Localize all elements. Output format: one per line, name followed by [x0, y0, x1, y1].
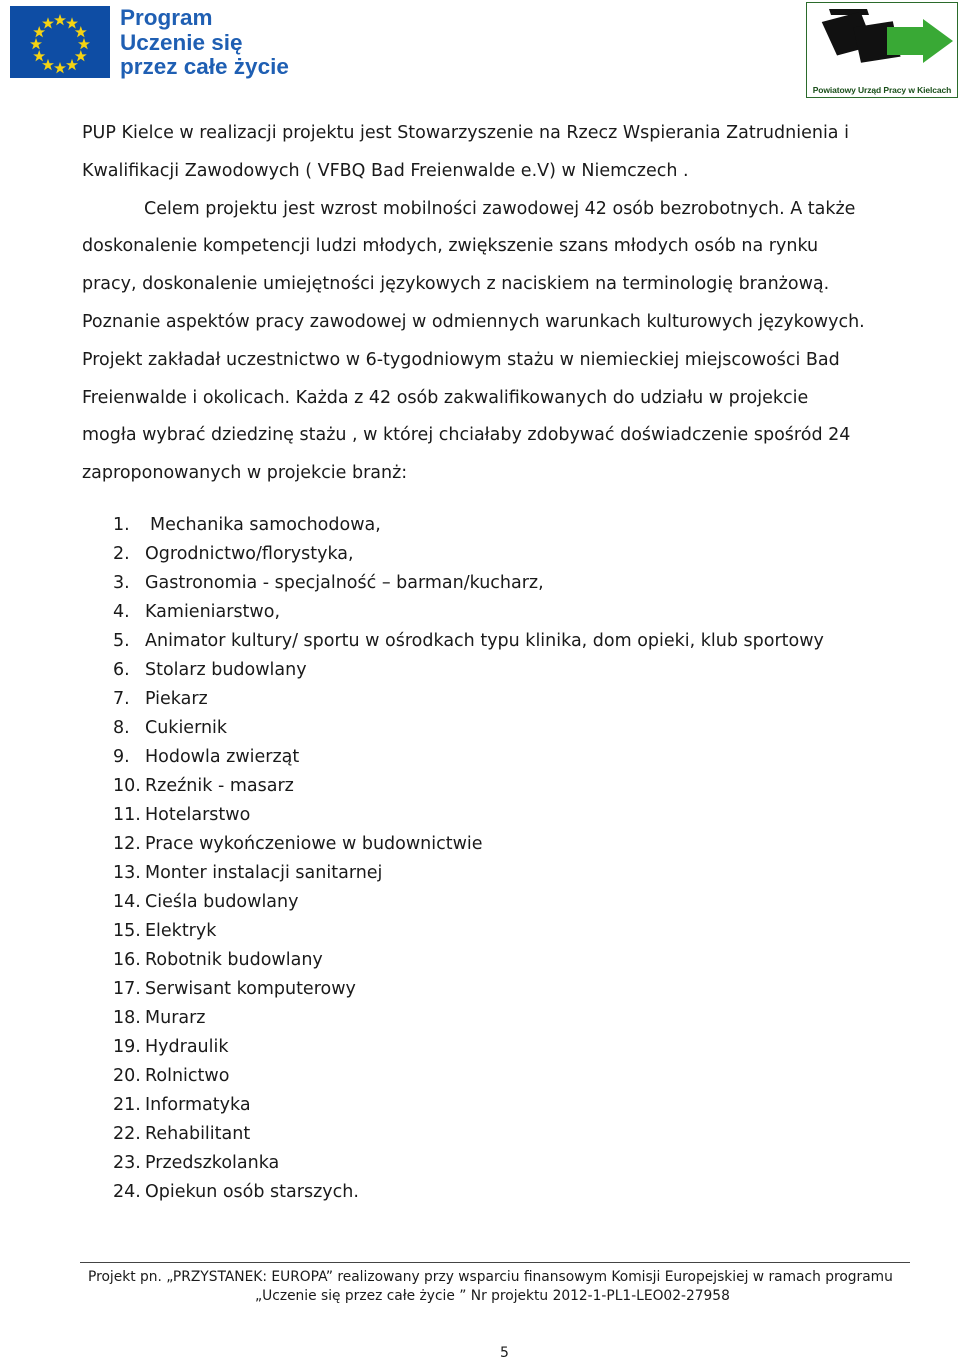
- list-number: 5.: [113, 631, 130, 651]
- list-number: 18.: [113, 1008, 141, 1028]
- main-paragraph: [82, 115, 912, 493]
- list-item: [113, 598, 913, 627]
- list-text: Rolnictwo: [145, 1066, 230, 1086]
- list-item: [113, 1178, 913, 1207]
- list-item: [113, 801, 913, 830]
- list-item: [113, 888, 913, 917]
- footer-project-number: „Uczenie się przez całe życie ” Nr projektu 2012-1-PL1-LEO02-27958: [255, 1288, 730, 1304]
- list-text: Cieśla budowlany: [145, 892, 299, 912]
- list-number: 13.: [113, 863, 141, 883]
- list-text: Elektryk: [145, 921, 217, 941]
- list-number: 1.: [113, 515, 130, 535]
- list-item: [113, 569, 913, 598]
- paragraph-line: PUP Kielce w realizacji projektu jest Stowarzyszenie na Rzecz Wspierania Zatrudnienia i: [82, 123, 849, 143]
- list-item: [113, 1033, 913, 1062]
- list-number: 19.: [113, 1037, 141, 1057]
- list-number: 23.: [113, 1153, 141, 1173]
- list-text: Robotnik budowlany: [145, 950, 323, 970]
- program-logo: [8, 4, 298, 80]
- list-number: 14.: [113, 892, 141, 912]
- list-number: 2.: [113, 544, 130, 564]
- paragraph-line: doskonalenie kompetencji ludzi młodych, zwiększenie szans młodych osób na rynku: [82, 236, 819, 257]
- list-text: Murarz: [145, 1008, 206, 1028]
- list-item: [113, 1149, 913, 1178]
- paragraph-line: zaproponowanych w projekcie branż:: [82, 463, 408, 484]
- list-text: Rzeźnik - masarz: [145, 776, 294, 796]
- list-number: 3.: [113, 573, 130, 593]
- paragraph-line: mogła wybrać dziedzinę stażu , w której chciałaby zdobywać doświadczenie spośród 24: [82, 425, 851, 446]
- list-item: [113, 627, 913, 656]
- list-text: Cukiernik: [145, 718, 228, 738]
- list-item: [113, 772, 913, 801]
- list-item: [113, 743, 913, 772]
- list-number: 24.: [113, 1182, 141, 1202]
- list-number: 12.: [113, 834, 141, 854]
- list-item: [113, 1091, 913, 1120]
- list-text: Informatyka: [145, 1095, 251, 1115]
- list-number: 9.: [113, 747, 130, 767]
- list-item: [113, 859, 913, 888]
- list-number: 7.: [113, 689, 130, 709]
- list-text: Stolarz budowlany: [145, 660, 307, 680]
- list-number: 15.: [113, 921, 141, 941]
- list-text: Ogrodnictwo/florystyka,: [145, 544, 354, 564]
- program-title: [120, 6, 300, 80]
- footer-divider: [80, 1262, 910, 1263]
- list-text: Monter instalacji sanitarnej: [145, 863, 383, 883]
- paragraph-line: Projekt zakładał uczestnictwo w 6-tygodniowym stażu w niemieckiej miejscowości Bad: [82, 349, 840, 370]
- list-item: [113, 1062, 913, 1091]
- footer-project-line: Projekt pn. „PRZYSTANEK: EUROPA” realizowany przy wsparciu finansowym Komisji Europejskiej w ramach programu: [88, 1269, 893, 1285]
- program-title-line: Program: [120, 5, 213, 30]
- list-text: Kamieniarstwo,: [145, 602, 281, 622]
- list-number: 8.: [113, 718, 130, 738]
- paragraph-line: Celem projektu jest wzrost mobilności zawodowej 42 osób bezrobotnych. A także: [144, 198, 856, 219]
- eu-flag-icon: [10, 6, 110, 78]
- list-number: 17.: [113, 979, 141, 999]
- pup-logo-icon: [807, 3, 956, 83]
- list-number: 22.: [113, 1124, 141, 1144]
- paragraph-line: pracy, doskonalenie umiejętności językowych z naciskiem na terminologię branżową.: [82, 274, 830, 295]
- list-text: Przedszkolanka: [145, 1153, 280, 1173]
- list-item: [113, 975, 913, 1004]
- program-title-line: Uczenie się: [120, 29, 243, 55]
- page-number: 5: [500, 1345, 509, 1361]
- program-title-line: przez całe życie: [120, 54, 289, 79]
- list-item: [113, 946, 913, 975]
- industry-list: [113, 511, 913, 1207]
- list-text: Serwisant komputerowy: [145, 979, 356, 999]
- list-text: Piekarz: [145, 689, 208, 709]
- list-item: [113, 830, 913, 859]
- paragraph-line: Kwalifikacji Zawodowych ( VFBQ Bad Freienwalde e.V) w Niemczech .: [82, 160, 689, 181]
- list-item: [113, 1004, 913, 1033]
- list-text: Rehabilitant: [145, 1124, 251, 1144]
- list-number: 16.: [113, 950, 141, 970]
- list-text: Mechanika samochodowa,: [150, 515, 381, 535]
- list-item: [113, 656, 913, 685]
- list-item: [113, 685, 913, 714]
- list-item: [113, 511, 913, 540]
- pup-kielce-logo: [806, 2, 958, 98]
- list-text: Hodowla zwierząt: [145, 747, 300, 767]
- list-text: Animator kultury/ sportu w ośrodkach typu klinika, dom opieki, klub sportowy: [145, 631, 824, 651]
- list-text: Gastronomia - specjalność – barman/kucharz,: [145, 573, 544, 593]
- list-item: [113, 714, 913, 743]
- list-item: [113, 1120, 913, 1149]
- list-number: 11.: [113, 805, 141, 825]
- paragraph-line: Freienwalde i okolicach. Każda z 42 osób zakwalifikowanych do udziału w projekcie: [82, 387, 809, 408]
- list-number: 4.: [113, 602, 130, 622]
- list-number: 6.: [113, 660, 130, 680]
- list-number: 10.: [113, 776, 141, 796]
- logo-caption: Powiatowy Urząd Pracy w Kielcach: [812, 85, 952, 95]
- list-item: [113, 540, 913, 569]
- list-text: Opiekun osób starszych.: [145, 1182, 359, 1202]
- list-number: 20.: [113, 1066, 141, 1086]
- list-text: Hotelarstwo: [145, 805, 251, 825]
- list-text: Prace wykończeniowe w budownictwie: [145, 834, 483, 854]
- paragraph-line: Poznanie aspektów pracy zawodowej w odmiennych warunkach kulturowych językowych.: [82, 311, 865, 332]
- list-item: [113, 917, 913, 946]
- list-number: 21.: [113, 1095, 141, 1115]
- list-text: Hydraulik: [145, 1037, 229, 1057]
